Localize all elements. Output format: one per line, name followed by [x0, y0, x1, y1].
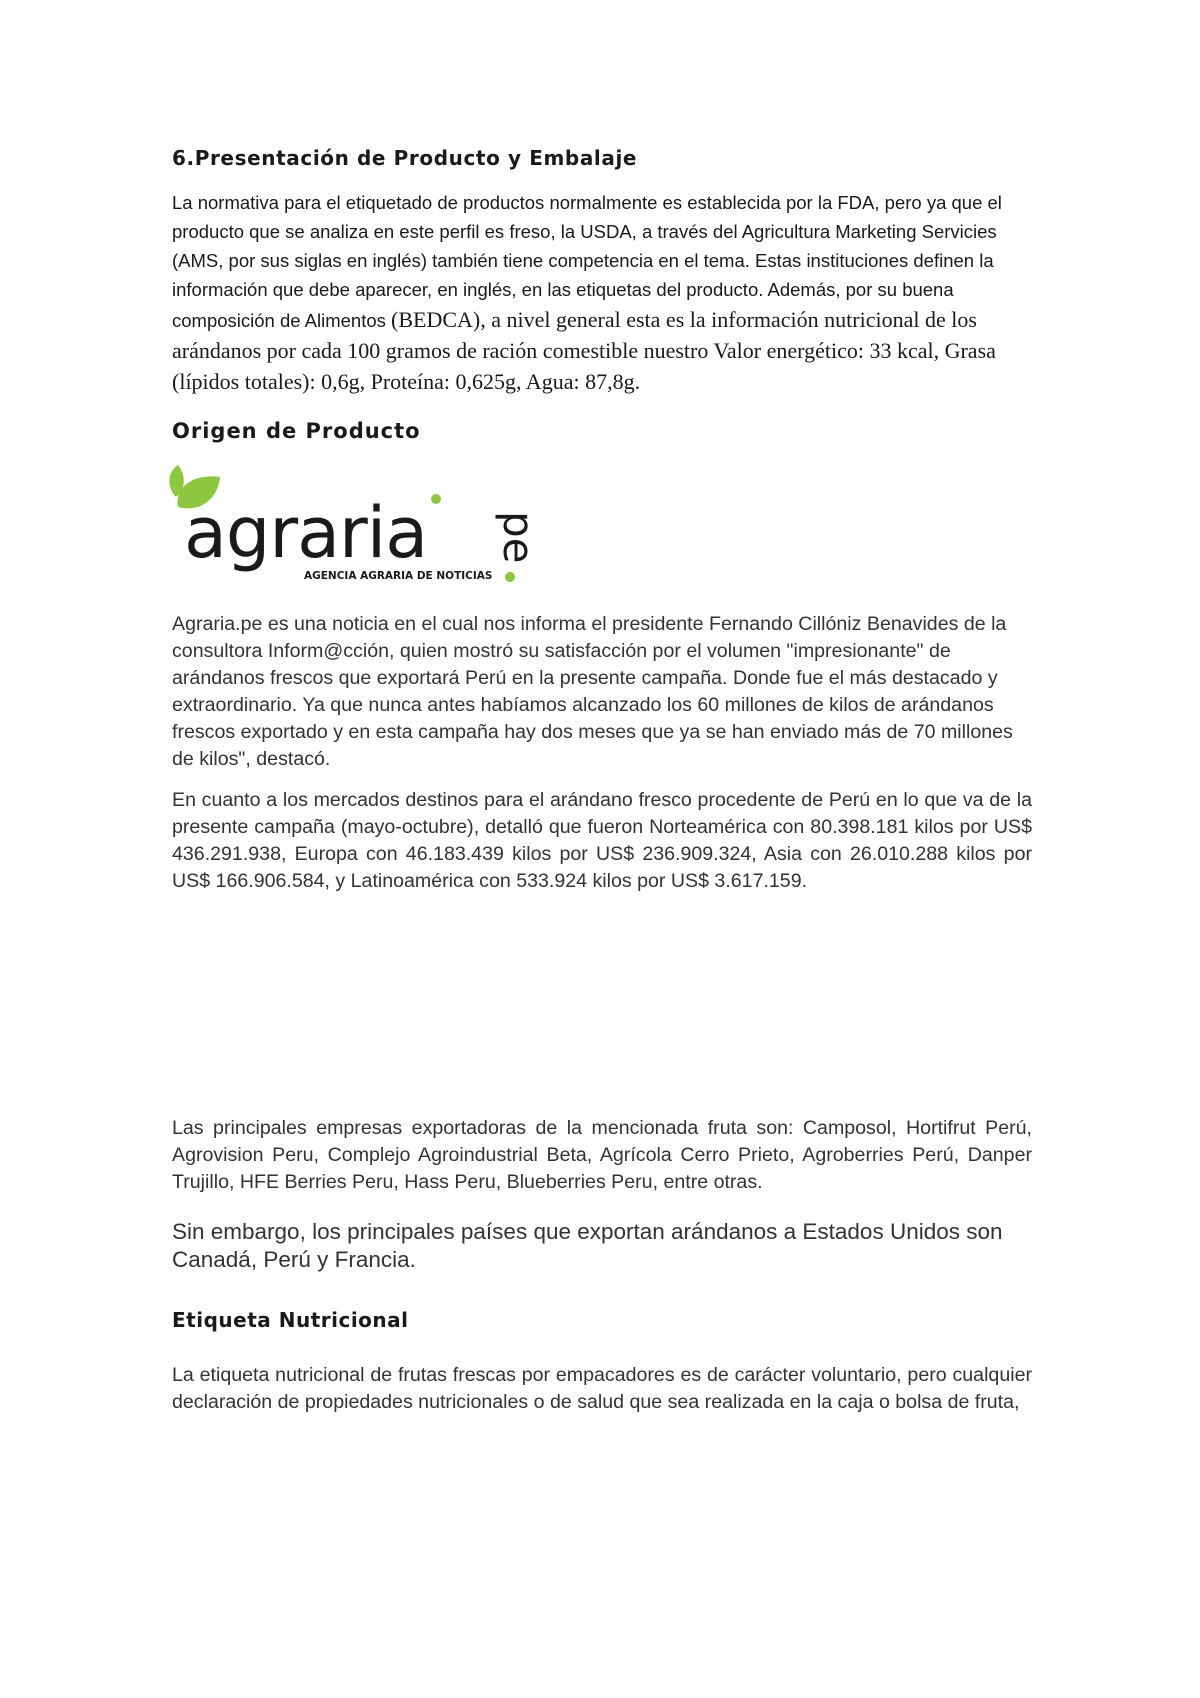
agraria-logo — [164, 461, 564, 591]
origin-heading: Origen de Producto — [172, 419, 421, 443]
nutrition-paragraph: La etiqueta nutricional de frutas frescas por empacadores es de carácter voluntario, pero cualquier declaración de propiedades nutricionales o de salud que sea realizada en la caja o bolsa de fruta, — [172, 1364, 1032, 1413]
section-title: 6.Presentación de Producto y Embalaje — [172, 146, 638, 170]
logo-suffix: pe — [494, 511, 543, 564]
nutrition-heading: Etiqueta Nutricional — [172, 1308, 409, 1332]
logo-wordmark: agraria — [184, 492, 428, 574]
blank-space — [172, 895, 1032, 1115]
intro-text-serif: (BEDCA), a nivel general esta es la información nutricional de los arándanos por cada 100 gramos de ración comestible nuestro Valor energético: 33 kcal, Grasa (lípidos totales): 0,6g, Proteína: 0,625g, Agua: 87,8g. — [172, 307, 996, 394]
logo-green-dot-top — [431, 494, 441, 504]
origin-paragraph-1: Agraria.pe es una noticia en el cual nos informa el presidente Fernando Cillóniz Benavides de la consultora Inform@cción, quien mostró su satisfacción por el volumen "impresionante" de arándanos frescos que exportará Perú en la presente campaña. Donde fue el más destacado y extraordinario. Ya que nunca antes habíamos alcanzado los 60 millones de kilos de arándanos frescos exportado y en esta campaña hay dos meses que ya se han enviado más de 70 millones de kilos", destacó. — [172, 613, 1013, 770]
logo-tagline: AGENCIA AGRARIA DE NOTICIAS — [304, 570, 493, 582]
intro-text-sans: La normativa para el etiquetado de productos normalmente es establecida por la FDA, pero ya que el producto que se analiza en este perfil es freso, la USDA, a través del Agricultura Marketing Servicies (AMS, por sus siglas en inglés) también tiene competencia en el tema. Estas instituciones definen la información que debe aparecer, en inglés, en las etiquetas del producto. Además, por su buena composición de Alimentos — [172, 192, 1002, 331]
exporters-paragraph: Las principales empresas exportadoras de la mencionada fruta son: Camposol, Hortifrut Perú, Agrovision Peru, Complejo Agroindustrial Beta, Agrícola Cerro Prieto, Agroberries Perú, Danper Trujillo, HFE Berries Peru, Hass Peru, Blueberries Peru, entre otras. — [172, 1117, 1032, 1193]
logo-green-dot-bottom — [505, 572, 515, 582]
intro-paragraph — [172, 188, 1032, 397]
countries-paragraph: Sin embargo, los principales países que exportan arándanos a Estados Unidos son Canadá, Perú y Francia. — [172, 1219, 1003, 1272]
document-body — [172, 146, 1032, 1416]
origin-paragraph-2: En cuanto a los mercados destinos para el arándano fresco procedente de Perú en lo que va de la presente campaña (mayo-octubre), detalló que fueron Norteamérica con 80.398.181 kilos por US$ 436.291.938, Europa con 46.183.439 kilos por US$ 236.909.324, Asia con 26.010.288 kilos por US$ 166.906.584, y Latinoamérica con 533.924 kilos por US$ 3.617.159. — [172, 789, 1032, 892]
